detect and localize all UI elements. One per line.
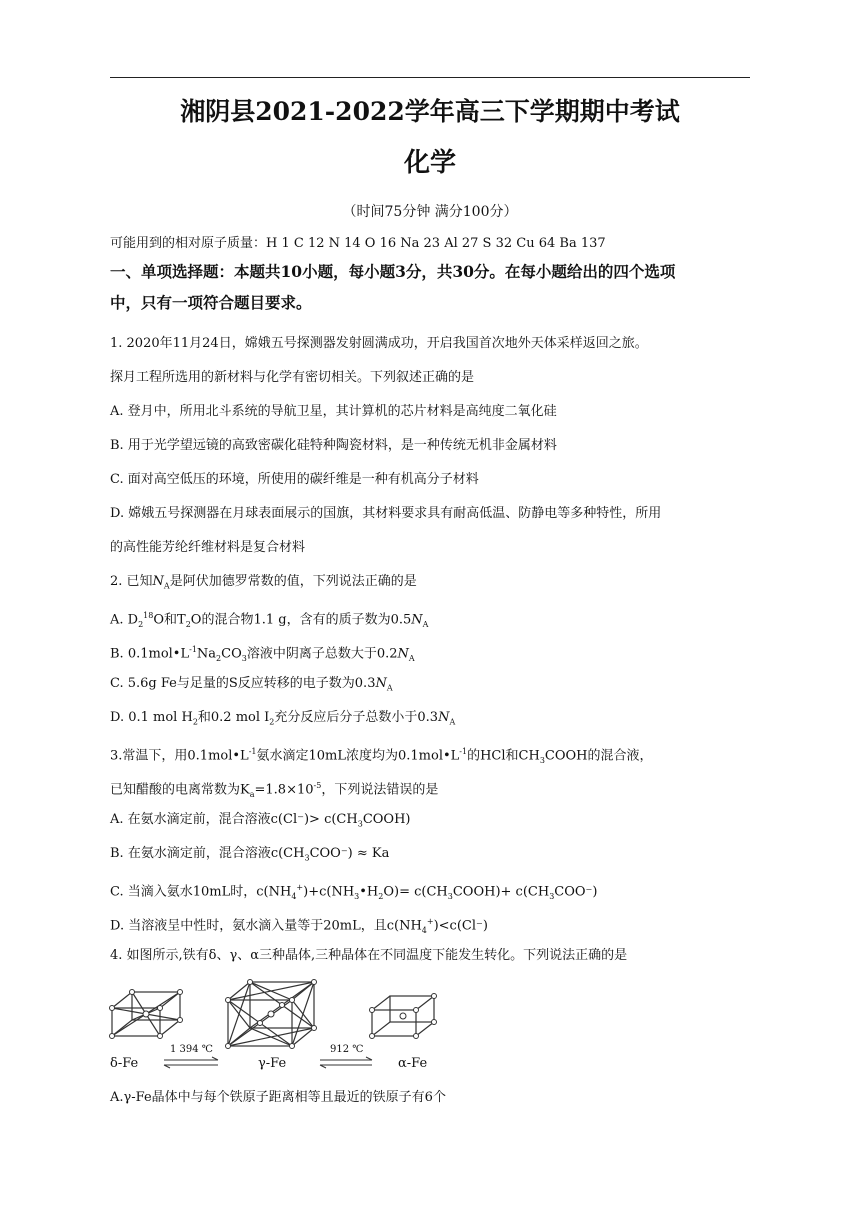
time-info: （时间75分钟 满分100分）: [342, 204, 518, 220]
subject-title: 化学: [403, 148, 456, 178]
q2-option-d: D. 0.1 mol $H_2$和0.2 mol $I_2$充分反应后分子总数小于$0.3N_A$: [110, 710, 456, 727]
q2-option-c: C. 5.6g Fe与足量的S反应转移的电子数为$0.3N_A$: [110, 676, 393, 693]
q3-option-a: A. 在氨水滴定前，混合溶液$c(Cl^-)> c(CH_3COOH)$: [110, 812, 411, 829]
q1-option-d-line1: D. 嫦娥五号探测器在月球表面展示的国旗，其材料要求具有耐高低温、防静电等多种特性，所用: [110, 506, 662, 521]
q2-stem: 2. 已知$N_A$是阿伏加德罗常数的值，下列说法正确的是: [110, 574, 417, 591]
exam-title: 湘阴县2021-2022学年高三下学期期中考试: [180, 97, 680, 126]
q2-option-b: B. $0.1mol•L^{-1}Na_2CO_3$溶液中阴离子总数大于$0.2N_A$: [110, 645, 415, 663]
q1-option-c: C. 面对高空低压的环境，所使用的碳纤维是一种有机高分子材料: [110, 472, 479, 487]
label-gamma-fe: γ-Fe: [258, 1056, 287, 1071]
header-rule: [110, 77, 750, 78]
q1-option-a: A. 登月中，所用北斗系统的导航卫星，其计算机的芯片材料是高纯度二氧化硅: [110, 404, 557, 419]
transition-temp-2: 912 ℃: [330, 1044, 364, 1055]
atomic-masses: 可能用到的相对原子质量：H 1 C 12 N 14 O 16 Na 23 Al 27 S 32 Cu 64 Ba 137: [110, 236, 606, 251]
q1-stem-line2: 探月工程所选用的新材料与化学有密切相关。下列叙述正确的是: [110, 370, 475, 385]
section-heading-line2: 中，只有一项符合题目要求。: [110, 293, 312, 312]
q4-option-a: A.γ-Fe晶体中与每个铁原子距离相等且最近的铁原子有6个: [110, 1090, 446, 1105]
transition-temp-1: 1 394 ℃: [170, 1044, 213, 1055]
q1-option-b: B. 用于光学望远镜的高致密碳化硅特种陶瓷材料，是一种传统无机非金属材料: [110, 438, 557, 453]
section-heading-line1: 一、单项选择题：本题共10小题，每小题3分，共30分。在每小题给出的四个选项: [110, 262, 676, 281]
q3-option-c: C. 当滴入氨水10mL时，$c(NH_4^+)+c(NH_3•H_2O)=$ $c(CH_3COOH)+ c(CH_3COO^-)$: [110, 883, 598, 901]
q1-stem-line1: 1. 2020年11月24日，嫦娥五号探测器发射圆满成功，开启我国首次地外天体采样返回之旅。: [110, 336, 648, 351]
label-delta-fe: δ-Fe: [110, 1056, 139, 1071]
q3-stem-line2: 已知醋酸的电离常数为$K_a=1.8\times 10^{-5}$，下列说法错误的是: [110, 781, 439, 799]
q1-option-d-line2: 的高性能芳纶纤维材料是复合材料: [110, 540, 306, 555]
iron-crystal-figure: [108, 978, 448, 1078]
label-alpha-fe: α-Fe: [398, 1056, 428, 1071]
q2-option-a: A. $D_2^{18}O$和$T_2O$的混合物1.1 g，含有的质子数为$0.5N_A$: [110, 611, 429, 629]
q3-option-d: D. 当溶液呈中性时，氨水滴入量等于20mL，且$c(NH_4^+)<c(Cl^-)$: [110, 917, 488, 935]
q4-stem: 4. 如图所示,铁有δ、γ、α三种晶体,三种晶体在不同温度下能发生转化。下列说法正确的是: [110, 948, 628, 963]
q3-stem-line1: 3.常温下，用$0.1mol•L^{-1}$氨水滴定10mL浓度均为$0.1mol•L^{-1}$的HCl和$CH_3COOH$的混合液，: [110, 747, 653, 765]
q3-option-b: B. 在氨水滴定前，混合溶液$c(CH_3COO^-) \approx Ka$: [110, 846, 390, 863]
